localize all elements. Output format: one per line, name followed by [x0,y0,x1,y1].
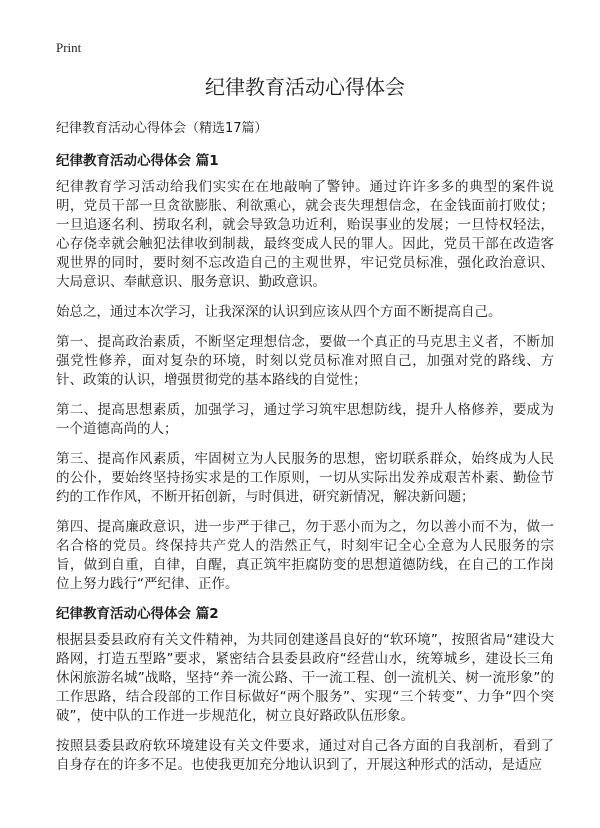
paragraph: 第三、提高作风素质，牢固树立为人民服务的思想，密切联系群众，始终成为人民的公仆，要始终坚持扬实求是的工作原则，一切从实际出发养成艰苦朴素、勤俭节约的工作作风，不断开拓创新，与时俱进，研究新情况，解决新问题； [56,451,554,505]
paragraph: 按照县委县政府软环境建设有关文件要求，通过对自己各方面的自我剖析，看到了自身存在的许多不足。也使我更加充分地认识到了，开展这种形式的活动，是适应 [56,738,554,773]
document-page [56,40,554,786]
paragraph: 纪律教育学习活动给我们实实在在地敲响了警钟。通过许许多多的典型的案件说明，党员干部一旦贪欲膨胀、利欲熏心，就会丧失理想信念，在金钱面前打败仗；一旦追逐名利、捞取名利，就会导致急功近利，贻误事业的发展；一旦恃权轻法，心存侥幸就会触犯法律收到制裁，最终变成人民的罪人。因此，党员干部在改造客观世界的同时，要时刻不忘改造自己的主观世界，牢记党员标准，强化政治意识、大局意识、奉献意识、服务意识、勤政意识。 [56,179,554,290]
section-1 [56,152,554,594]
section-2 [56,605,554,775]
paragraph: 根据县委县政府有关文件精神，为共同创建遂昌良好的“软环境”，按照省局“建设大路网，打造五型路”要求，紧密结合县委县政府“经营山水，统筹城乡，建设长三角休闲旅游名城”战略，坚持“养一流公路、干一流工程、创一流机关、树一流形象”的工作思路，结合段部的工作目标做好“两个服务”、实现“三个转变”、力争“四个突破”，使中队的工作进一步规范化，树立良好路政队伍形象。 [56,632,554,724]
paragraph: 第四、提高廉政意识，进一步严于律己，勿于恶小而为之，勿以善小而不为，做一名合格的党员。终保持共产党人的浩然正气，时刻牢记全心全意为人民服务的宗旨，做到自重，自律，自醒，真正筑牢拒腐防变的思想道德防线，在自己的工作岗位上努力践行“严纪律、正作。 [56,519,554,592]
paragraph: 第一、提高政治素质，不断坚定理想信念，要做一个真正的马克思主义者，不断加强党性修养，面对复杂的环境，时刻以党员标准对照自己，加强对党的路线、方针、政策的认识，增强贯彻党的基本路线的自觉性； [56,334,554,388]
paragraph: 第二、提高思想素质，加强学习，通过学习筑牢思想防线，提升人格修养，要成为一个道德高尚的人； [56,402,554,437]
document-subtitle: 纪律教育活动心得体会（精选17篇） [56,121,268,136]
page-title: 纪律教育活动心得体会 [205,75,405,99]
paragraph: 始总之，通过本次学习，让我深深的认识到应该从四个方面不断提高自己。 [56,304,502,320]
section-heading: 纪律教育活动心得体会 篇2 [56,606,219,622]
print-link[interactable]: Print [56,40,82,55]
section-heading: 纪律教育活动心得体会 篇1 [56,153,219,169]
